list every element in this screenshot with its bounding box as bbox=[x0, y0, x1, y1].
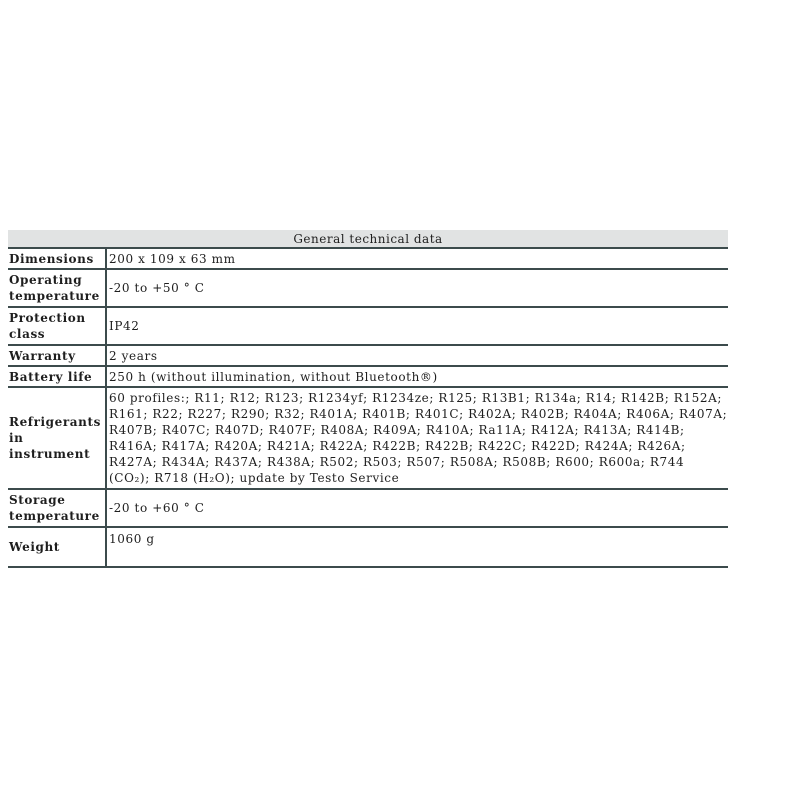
row-value: 60 profiles:; R11; R12; R123; R1234yf; R1234ze; R125; R13B1; R134a; R14; R142B; R152A; R161; R22; R227; R290; R32; R401A; R401B; R401C; R402A; R402B; R404A; R406A; R407A; R407B; R407C; R407D; R407F; R408A; R409A; R410A; Ra11A; R412A; R413A; R414B; R416A; R417A; R420A; R421A; R422A; R422B; R422B; R422C; R422D; R424A; R426A; R427A; R434A; R437A; R438A; R502; R503; R507; R508A; R508B; R600; R600a; R744 (CO₂); R718 (H₂O); update by Testo Service bbox=[106, 387, 728, 489]
row-label: Storage temperature bbox=[8, 489, 106, 527]
row-value: 1060 g bbox=[106, 527, 728, 567]
table-row-protection-class bbox=[8, 307, 728, 345]
row-value: 2 years bbox=[106, 345, 728, 366]
table-row-battery-life bbox=[8, 366, 728, 387]
table-header-row bbox=[8, 230, 728, 248]
row-value: -20 to +60 ° C bbox=[106, 489, 728, 527]
table-title: General technical data bbox=[8, 230, 728, 248]
row-label: Dimensions bbox=[8, 248, 106, 269]
table-row-refrigerants bbox=[8, 387, 728, 489]
table-row-weight bbox=[8, 527, 728, 567]
row-label: Weight bbox=[8, 527, 106, 567]
row-value: 200 x 109 x 63 mm bbox=[106, 248, 728, 269]
table-row-storage-temperature bbox=[8, 489, 728, 527]
row-label: Protection class bbox=[8, 307, 106, 345]
table-row-dimensions bbox=[8, 248, 728, 269]
table-row-warranty bbox=[8, 345, 728, 366]
row-label: Operating temperature bbox=[8, 269, 106, 307]
table-row-operating-temperature bbox=[8, 269, 728, 307]
row-label: Battery life bbox=[8, 366, 106, 387]
row-value: IP42 bbox=[106, 307, 728, 345]
row-value: 250 h (without illumination, without Bluetooth®) bbox=[106, 366, 728, 387]
row-label: Warranty bbox=[8, 345, 106, 366]
row-label: Refrigerants in instrument bbox=[8, 387, 106, 489]
row-value: -20 to +50 ° C bbox=[106, 269, 728, 307]
technical-data-table bbox=[8, 230, 728, 568]
